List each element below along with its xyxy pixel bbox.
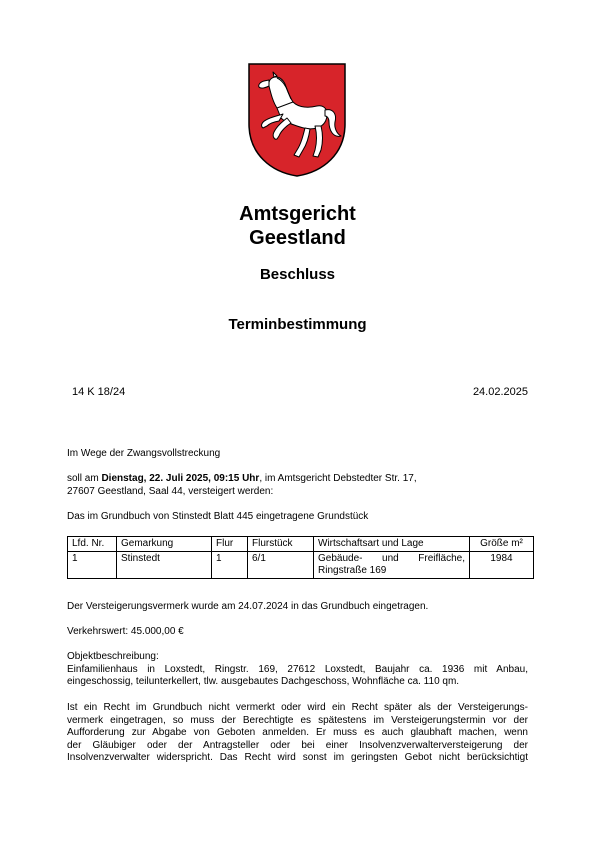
document-date: 24.02.2025 <box>472 386 528 398</box>
court-name-line2: Geestland <box>249 227 346 249</box>
auction-line2: 27607 Geestland, Saal 44, versteigert werden: <box>67 485 274 497</box>
court-name-line1: Amtsgericht <box>239 203 356 225</box>
wirtschaftsart-word1: Gebäude- <box>318 553 363 564</box>
auction-location: , im Amtsgericht Debstedter Str. 17, <box>259 473 417 484</box>
rights-line4: der Gläubiger oder der Antragsteller oder bei einer Insolvenzverwalterversteigerung der <box>67 739 528 751</box>
registry-intro: Das im Grundbuch von Stinstedt Blatt 445 eingetragene Grundstück <box>67 511 369 522</box>
objekt-line1: Einfamilienhaus in Loxstedt, Ringstr. 169, 27612 Loxstedt, Baujahr ca. 1936 mit Anbau, <box>67 663 528 675</box>
rights-line1: Ist ein Recht im Grundbuch nicht vermerkt oder wird ein Recht später als der Versteigerungs- <box>67 702 528 713</box>
objekt-line2: eingeschossig, teilunterkellert, tlw. ausgebautes Dachgeschoss, Wohnfläche ca. 110 qm. <box>67 676 460 687</box>
auction-prefix: soll am <box>67 473 102 484</box>
vermerk-text: Der Versteigerungsvermerk wurde am 24.07.2024 in das Grundbuch eingetragen. <box>67 601 429 612</box>
court-name <box>0 202 595 250</box>
cell-gemarkung: Stinstedt <box>117 552 212 579</box>
wirtschaftsart-word2: und <box>382 553 399 564</box>
col-groesse: Größe m² <box>470 537 534 552</box>
document-subtitle: Terminbestimmung <box>228 316 367 333</box>
col-flurstueck: Flurstück <box>248 537 314 552</box>
table-row <box>68 552 534 579</box>
rights-line2: vermerk eingetragen, so muss der Berechtigte es spätestens im Versteigerungstermin vor der <box>67 714 528 726</box>
objekt-paragraph <box>67 651 528 689</box>
lower-saxony-horse-crest-icon <box>247 62 347 178</box>
rights-line3: Aufforderung zur Abgabe von Geboten anmelden. Er muss es auch glaubhaft machen, wenn <box>67 727 528 738</box>
document-title: Beschluss <box>259 266 336 283</box>
wirtschaftsart-word3: Freifläche, <box>418 553 465 564</box>
objekt-label: Objektbeschreibung: <box>67 651 159 662</box>
cell-lfd-nr: 1 <box>68 552 117 579</box>
rights-line5: Insolvenzverwalter widerspricht. Das Recht wird sonst im geringsten Gebot nicht berücksichtigt <box>67 752 528 763</box>
cell-flurstueck: 6/1 <box>248 552 314 579</box>
verkehrswert-text: Verkehrswert: 45.000,00 € <box>67 626 184 637</box>
auction-paragraph <box>67 473 528 498</box>
cell-groesse: 1984 <box>470 552 534 579</box>
col-wirtschaftsart: Wirtschaftsart und Lage <box>314 537 470 552</box>
intro-text: Im Wege der Zwangsvollstreckung <box>67 448 221 459</box>
cell-wirtschaftsart <box>314 552 470 579</box>
col-lfd-nr: Lfd. Nr. <box>68 537 117 552</box>
table-header-row <box>68 537 534 552</box>
file-number: 14 K 18/24 <box>72 386 126 398</box>
cell-flur: 1 <box>212 552 248 579</box>
col-gemarkung: Gemarkung <box>117 537 212 552</box>
cell-lage: Ringstraße 169 <box>318 565 387 576</box>
property-table <box>67 536 534 579</box>
col-flur: Flur <box>212 537 248 552</box>
auction-date-time: Dienstag, 22. Juli 2025, 09:15 Uhr <box>101 473 260 484</box>
rights-paragraph <box>67 702 528 765</box>
